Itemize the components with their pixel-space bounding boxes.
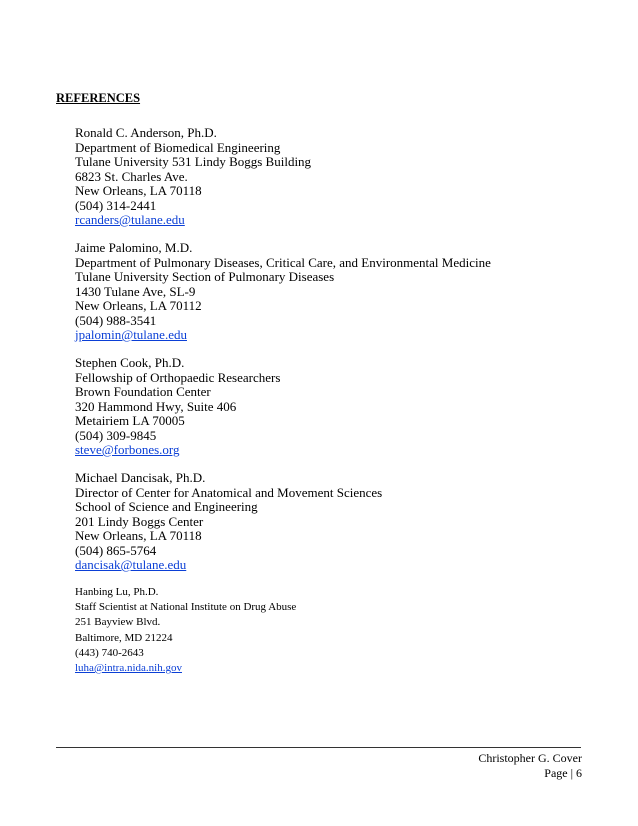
reference-line: New Orleans, LA 70118 xyxy=(75,183,202,198)
reference-email-link[interactable]: steve@forbones.org xyxy=(75,442,180,457)
reference-name: Stephen Cook, Ph.D. xyxy=(75,355,185,370)
reference-line: Fellowship of Orthopaedic Researchers xyxy=(75,369,281,385)
reference-entry-4 xyxy=(75,471,382,573)
reference-line: 201 Lindy Boggs Center xyxy=(75,513,204,529)
reference-phone: (504) 309-9845 xyxy=(75,427,157,443)
reference-line: 6823 St. Charles Ave. xyxy=(75,168,188,184)
reference-line: 1430 Tulane Ave, SL-9 xyxy=(75,283,196,299)
reference-name: Jaime Palomino, M.D. xyxy=(75,240,193,255)
reference-line: Staff Scientist at National Institute on Drug Abuse xyxy=(75,601,297,614)
reference-line: New Orleans, LA 70112 xyxy=(75,298,202,313)
footer-author: Christopher G. Cover xyxy=(478,751,582,765)
reference-line: Department of Biomedical Engineering xyxy=(75,139,281,155)
reference-phone: (504) 988-3541 xyxy=(75,312,157,328)
reference-email-link[interactable]: jpalomin@tulane.edu xyxy=(75,327,187,342)
reference-phone: (504) 865-5764 xyxy=(75,542,157,558)
reference-line: Tulane University Section of Pulmonary Diseases xyxy=(75,269,335,284)
reference-line: Metairiem LA 70005 xyxy=(75,413,185,428)
reference-phone: (504) 314-2441 xyxy=(75,197,157,213)
reference-phone: (443) 740-2643 xyxy=(75,646,144,659)
reference-name: Michael Dancisak, Ph.D. xyxy=(75,470,206,485)
references-heading: REFERENCES xyxy=(56,91,141,105)
reference-line: 320 Hammond Hwy, Suite 406 xyxy=(75,398,237,414)
footer-page-number: Page | 6 xyxy=(544,766,582,780)
reference-name: Hanbing Lu, Ph.D. xyxy=(75,586,159,598)
reference-email-link[interactable]: rcanders@tulane.edu xyxy=(75,212,185,227)
reference-line: Tulane University 531 Lindy Boggs Building xyxy=(75,154,312,169)
reference-email-link[interactable]: luha@intra.nida.nih.gov xyxy=(75,662,182,675)
reference-line: School of Science and Engineering xyxy=(75,499,258,514)
reference-name: Ronald C. Anderson, Ph.D. xyxy=(75,125,217,140)
reference-entry-5 xyxy=(75,585,296,676)
reference-entry-2 xyxy=(75,241,491,343)
reference-line: Director of Center for Anatomical and Movement Sciences xyxy=(75,484,383,500)
reference-email-link[interactable]: dancisak@tulane.edu xyxy=(75,557,187,572)
footer-divider xyxy=(56,747,581,748)
reference-entry-3 xyxy=(75,356,280,458)
reference-line: 251 Bayview Blvd. xyxy=(75,616,161,629)
reference-line: New Orleans, LA 70118 xyxy=(75,528,202,543)
reference-line: Department of Pulmonary Diseases, Critical Care, and Environmental Medicine xyxy=(75,254,491,270)
reference-line: Brown Foundation Center xyxy=(75,384,211,399)
reference-entry-1 xyxy=(75,126,311,228)
reference-line: Baltimore, MD 21224 xyxy=(75,631,173,644)
